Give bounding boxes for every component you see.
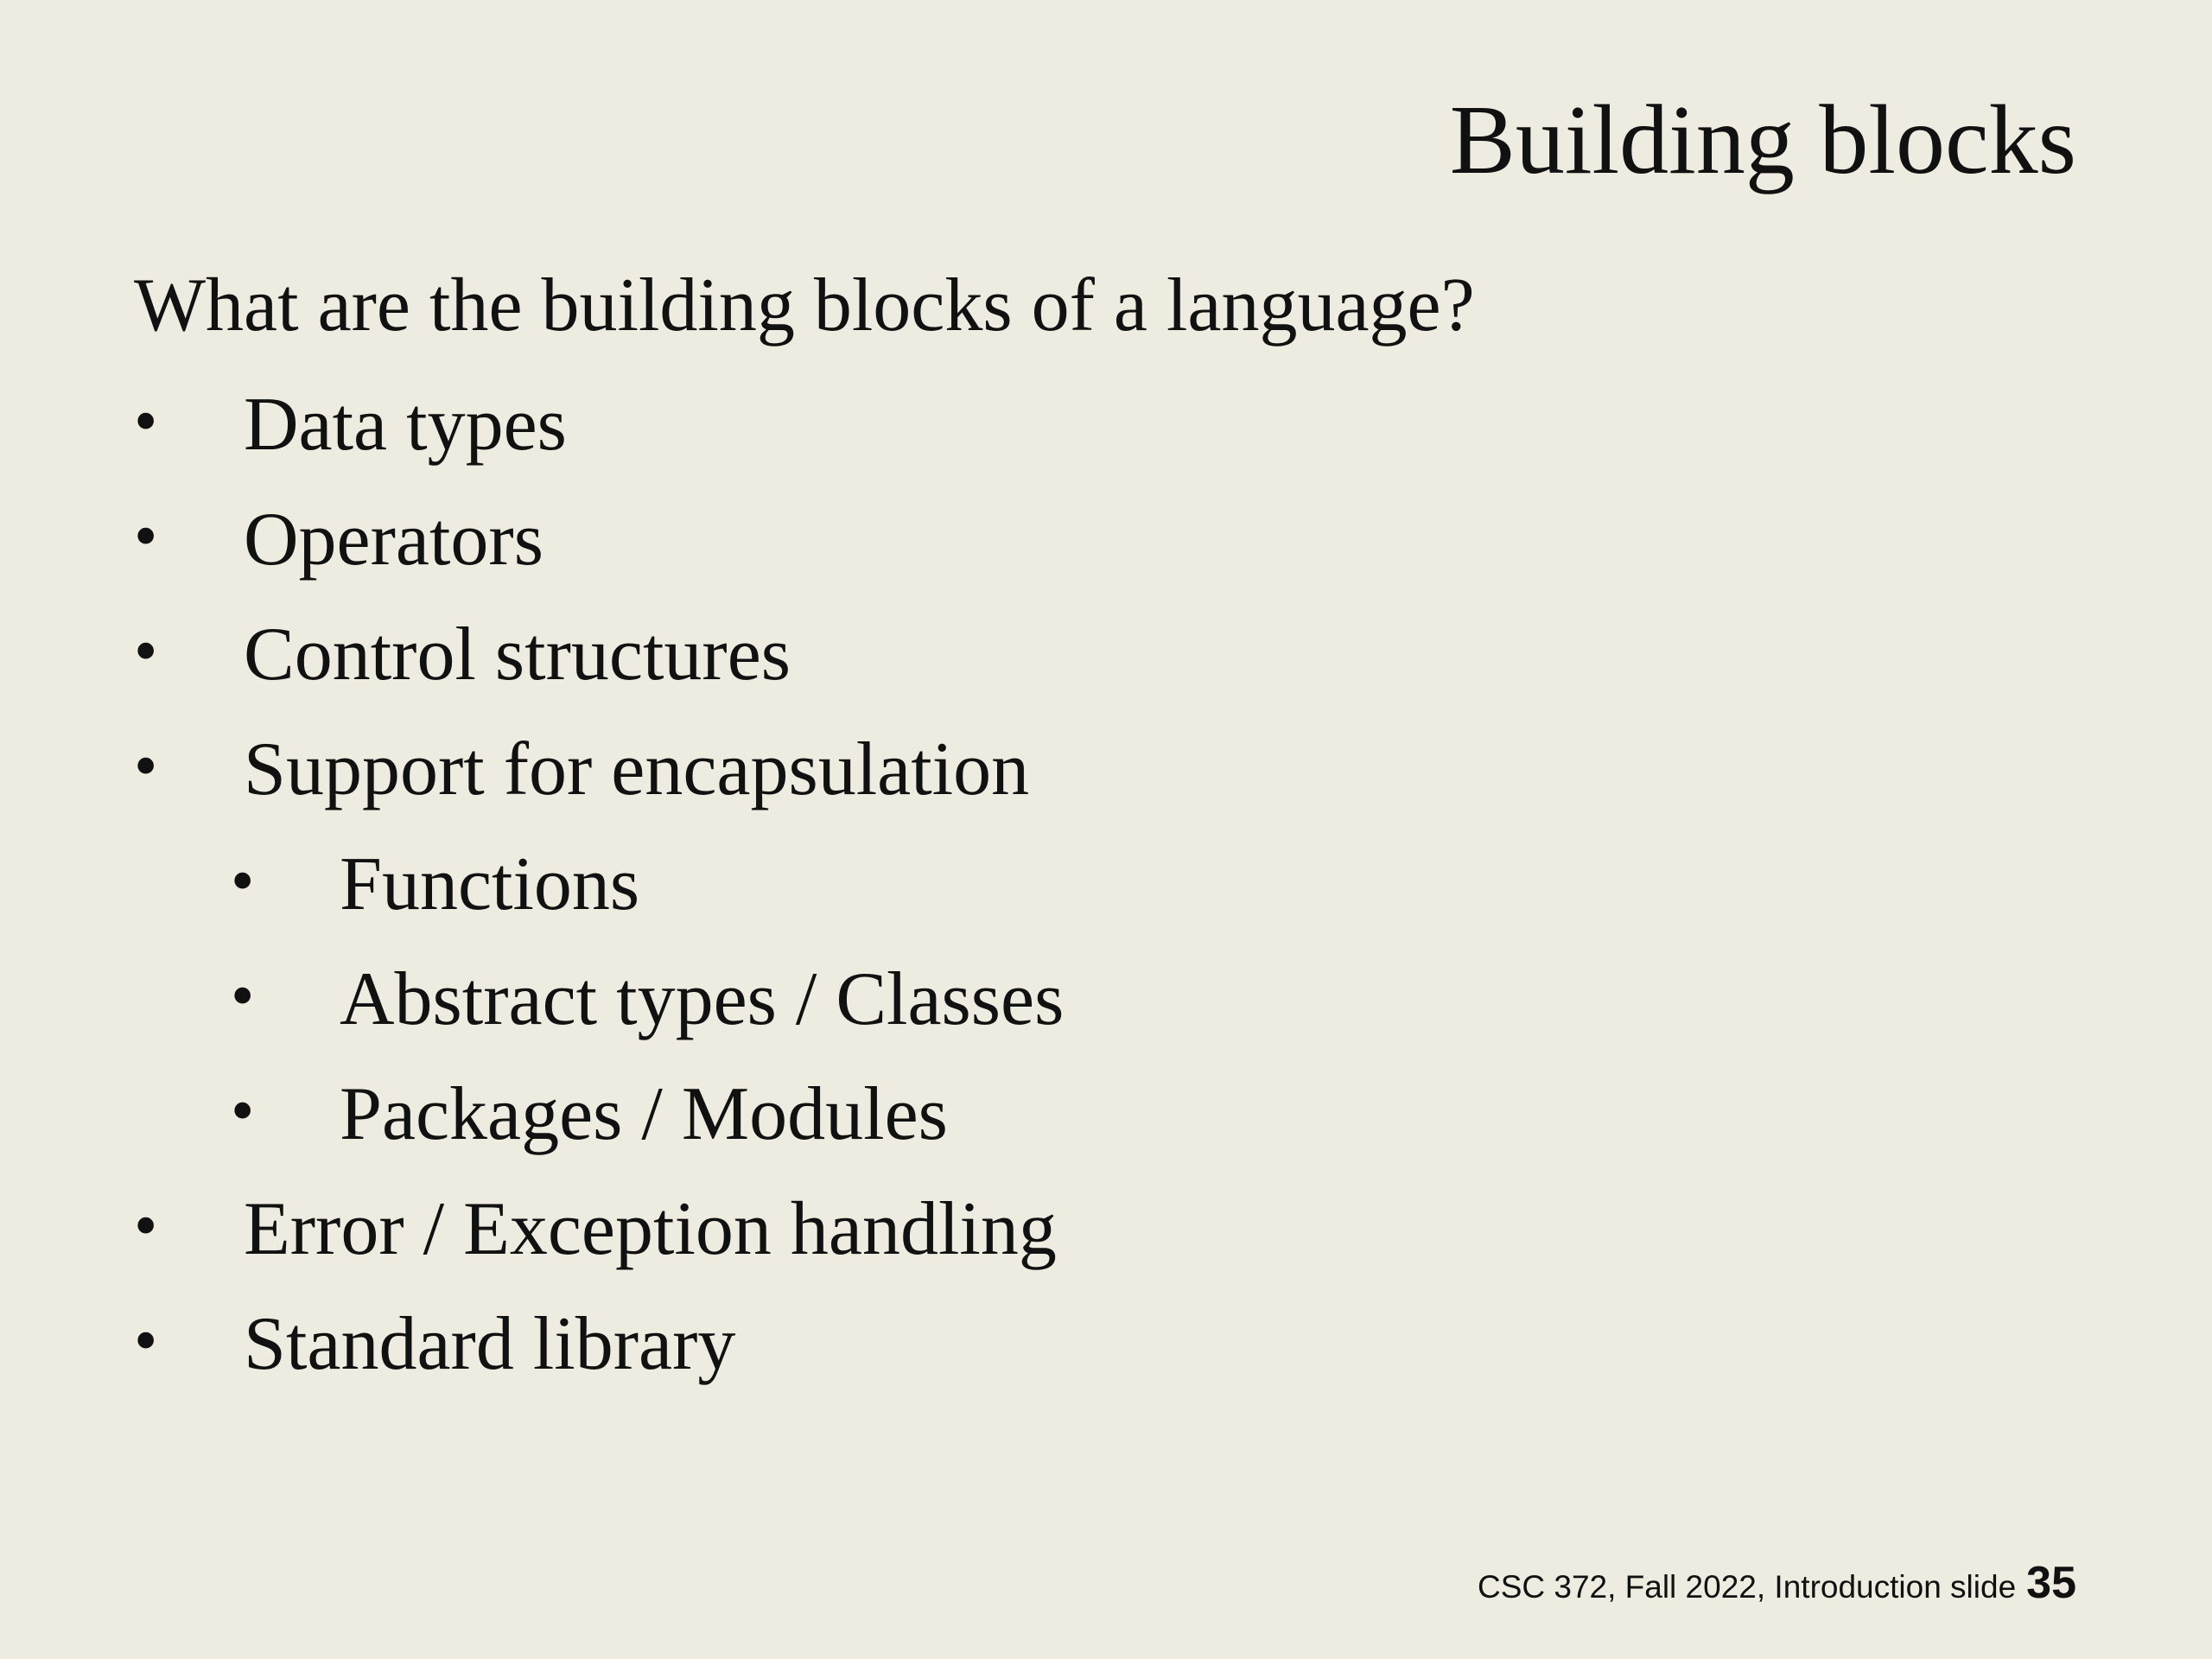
bullet-icon: •: [134, 383, 158, 458]
list-item-label: Operators: [244, 498, 543, 582]
slide-footer: [1477, 1558, 2076, 1608]
sub-list-item-label: Abstract types / Classes: [340, 957, 1065, 1041]
list-item-label: Data types: [244, 383, 567, 467]
list-item-label: Control structures: [244, 613, 791, 696]
list-item-label: Error / Exception handling: [244, 1187, 1057, 1271]
intro-question: What are the building blocks of a language?: [134, 264, 1475, 347]
bullet-icon: •: [231, 842, 255, 918]
bullet-icon: •: [134, 613, 158, 688]
bullet-icon: •: [134, 498, 158, 573]
sub-list-item-label: Functions: [340, 842, 640, 926]
page-number: 35: [2026, 1558, 2076, 1608]
list-item-label: Support for encapsulation: [244, 728, 1030, 811]
bullet-icon: •: [231, 957, 255, 1033]
list-item-label: Standard library: [244, 1302, 736, 1386]
sub-list-item-label: Packages / Modules: [340, 1072, 948, 1156]
slide-title: Building blocks: [1449, 85, 2076, 194]
footer-course-label: CSC 372, Fall 2022, Introduction slide: [1477, 1569, 2017, 1605]
bullet-icon: •: [134, 1187, 158, 1262]
bullet-icon: •: [134, 728, 158, 803]
bullet-icon: •: [231, 1072, 255, 1147]
bullet-icon: •: [134, 1302, 158, 1377]
